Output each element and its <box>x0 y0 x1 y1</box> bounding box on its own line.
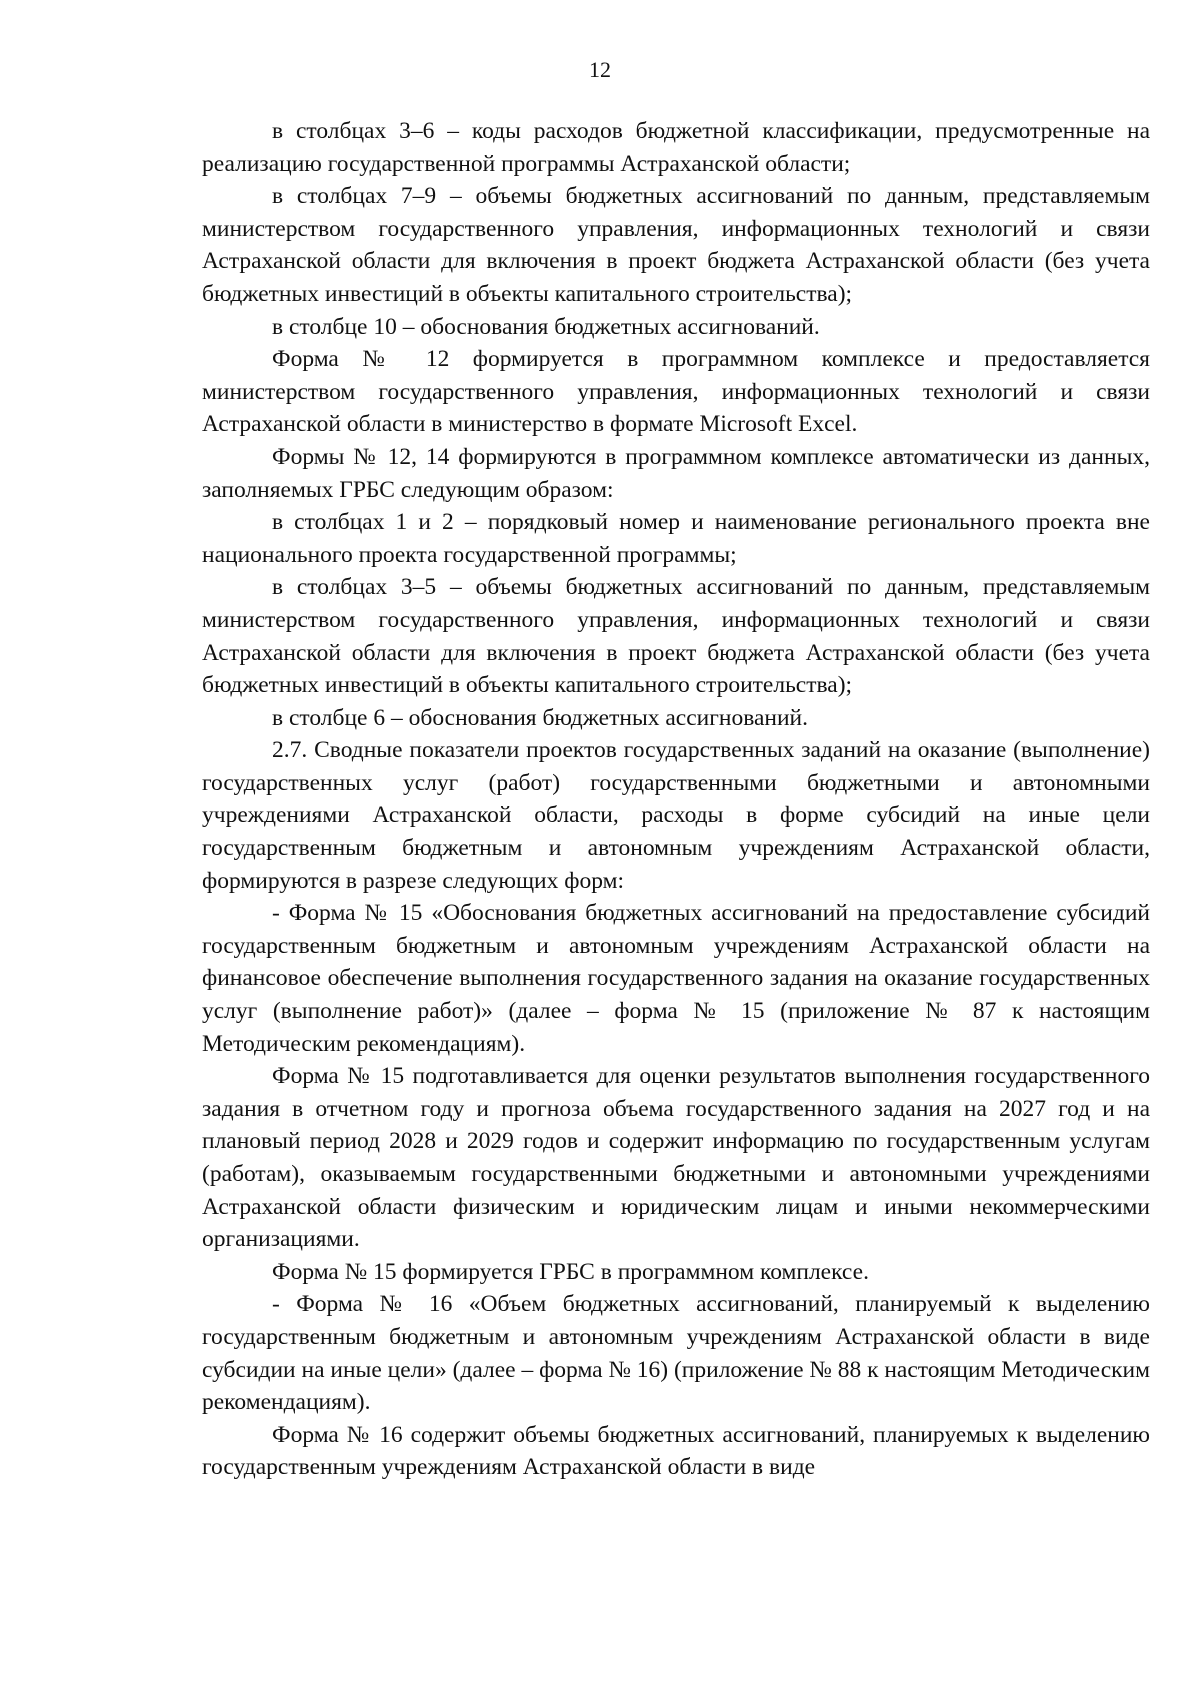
paragraph: Форма № 12 формируется в программном комплексе и предоставляется министерством государственного управления, информационных технологий и связи Астраханской области в министерство в формате Microsoft Excel. <box>202 346 1150 438</box>
paragraph: в столбцах 3–6 – коды расходов бюджетной классификации, предусмотренные на реализацию государственной программы Астраханской области; <box>202 118 1150 177</box>
paragraph: в столбце 6 – обоснования бюджетных ассигнований. <box>272 704 809 731</box>
paragraph: Форма № 16 содержит объемы бюджетных ассигнований, планируемых к выделению государственным учреждениям Астраханской области в виде <box>202 1421 1150 1481</box>
paragraph: 2.7. Сводные показатели проектов государственных заданий на оказание (выполнение) государственных услуг (работ) государственными бюджетными и автономными учреждениями Астраханской области, расходы в форме субсидий на иные цели государственным бюджетным и автономным учреждениям Астраханской области, формируются в разрезе следующих форм: <box>202 737 1150 894</box>
paragraph: - Форма № 15 «Обоснования бюджетных ассигнований на предоставление субсидий государственным бюджетным и автономным учреждениям Астраханской области на финансовое обеспечение выполнения государственного задания на оказание государственных услуг (выполнение работ)» (далее – форма № 15 (приложение № 87 к настоящим Методическим рекомендациям). <box>202 900 1150 1057</box>
paragraph: - Форма № 16 «Объем бюджетных ассигнований, планируемый к выделению государственным бюджетным и автономным учреждениям Астраханской области в виде субсидии на иные цели» (далее – форма № 16) (приложение № 88 к настоящим Методическим рекомендациям). <box>202 1291 1150 1416</box>
paragraph: в столбце 10 – обоснования бюджетных ассигнований. <box>272 313 820 340</box>
paragraph: в столбцах 3–5 – объемы бюджетных ассигнований по данным, представляемым министерством государственного управления, информационных технологий и связи Астраханской области для включения в проект бюджета Астраханской области (без учета бюджетных инвестиций в объекты капитального строительства); <box>202 574 1150 699</box>
paragraph: в столбцах 1 и 2 – порядковый номер и наименование регионального проекта вне национального проекта государственной программы; <box>202 509 1150 568</box>
body-text <box>202 115 1150 1484</box>
paragraph: Формы № 12, 14 формируются в программном комплексе автоматически из данных, заполняемых ГРБС следующим образом: <box>202 443 1150 503</box>
page-number: 12 <box>589 57 611 82</box>
paragraph: Форма № 15 формируется ГРБС в программном комплексе. <box>272 1258 869 1285</box>
paragraph: Форма № 15 подготавливается для оценки результатов выполнения государственного задания в отчетном году и прогноза объема государственного задания на 2027 год и на плановый период 2028 и 2029 годов и содержит информацию по государственным услугам (работам), оказываемым государственными бюджетными и автономными учреждениями Астраханской области физическим и юридическим лицам и иными некоммерческими организациями. <box>202 1063 1150 1253</box>
paragraph: в столбцах 7–9 – объемы бюджетных ассигнований по данным, представляемым министерством государственного управления, информационных технологий и связи Астраханской области для включения в проект бюджета Астраханской области (без учета бюджетных инвестиций в объекты капитального строительства); <box>202 183 1150 307</box>
